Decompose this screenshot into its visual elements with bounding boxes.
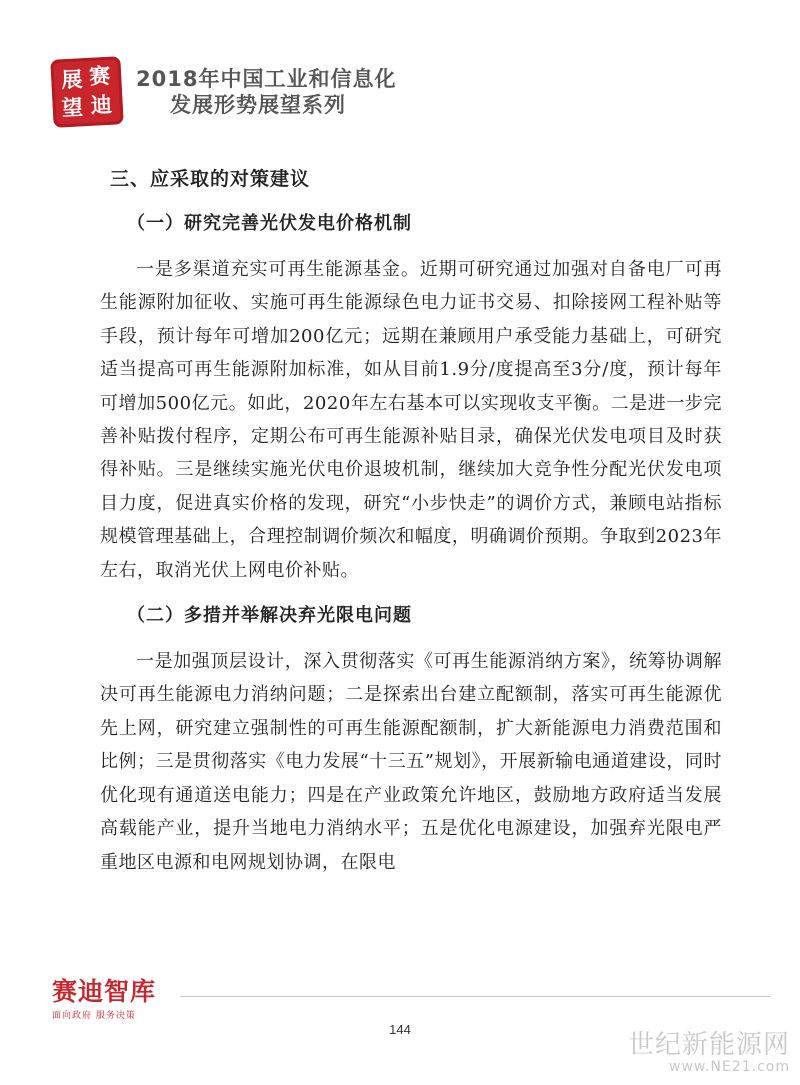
site-watermark [628, 1031, 790, 1075]
body-paragraph-2: 一是加强顶层设计，深入贯彻落实《可再生能源消纳方案》，统筹协调解决可再生能源电力消纳问题；二是探索出台建立配额制，落实可再生能源优先上网，研究建立强制性的可再生能源配额制，扩大新能源电力消费范围和比例；三是贯彻落实《电力发展“十三五”规划》，开展新输电通道建设，同时优化现有通道送电能力；四是在产业政策允许地区，鼓励地方政府适当发展高载能产业，提升当地电力消纳水平；五是优化电源建设，加强弃光限电严重地区电源和电网规划协调，在限电 [100, 651, 722, 873]
page-header [52, 54, 772, 134]
seal-char: 望 [61, 94, 84, 121]
ccid-think-tank-logo [52, 978, 156, 1021]
series-title-line1: 2018年中国工业和信息化 [136, 67, 397, 91]
seal-char: 赛 [88, 62, 111, 89]
seal-char: 展 [60, 66, 83, 93]
series-title [136, 66, 396, 118]
subsection-heading-1: （一）研究完善光伏发电价格机制 [127, 213, 412, 234]
main-content [100, 164, 722, 893]
watermark-site-name: 世纪新能源网 [627, 1030, 790, 1060]
series-title-line2: 发展形势展望系列 [170, 93, 346, 117]
saidi-seal-logo [50, 56, 123, 128]
seal-char: 迪 [90, 91, 113, 118]
section-heading: 三、应采取的对策建议 [110, 168, 311, 190]
page-number: 144 [389, 1022, 411, 1037]
footer-divider [180, 996, 770, 997]
footer-slogan: 面向政府 服务决策 [52, 1011, 136, 1021]
watermark-url: www.NE21.com [669, 1059, 790, 1075]
body-paragraph-1: 一是多渠道充实可再生能源基金。近期可研究通过加强对自备电厂可再生能源附加征收、实施可再生能源绿色电力证书交易、扣除接网工程补贴等手段，预计每年可增加200亿元；远期在兼顾用户承受能力基础上，可研究适当提高可再生能源附加标准，如从目前1.9分/度提高至3分/度，预计每年可增加500亿元。如此，2020年左右基本可以实现收支平衡。二是进一步完善补贴拨付程序，定期公布可再生能源补贴目录，确保光伏发电项目及时获得补贴。三是继续实施光伏电价退坡机制，继续加大竞争性分配光伏发电项目力度，促进真实价格的发现，研究“小步快走”的调价方式，兼顾电站指标规模管理基础上，合理控制调价频次和幅度，明确调价预期。争取到2023年左右，取消光伏上网电价补贴。 [100, 259, 722, 581]
footer-logo-name: 赛迪智库 [52, 977, 157, 1006]
subsection-heading-2: （二）多措并举解决弃光限电问题 [127, 605, 412, 627]
